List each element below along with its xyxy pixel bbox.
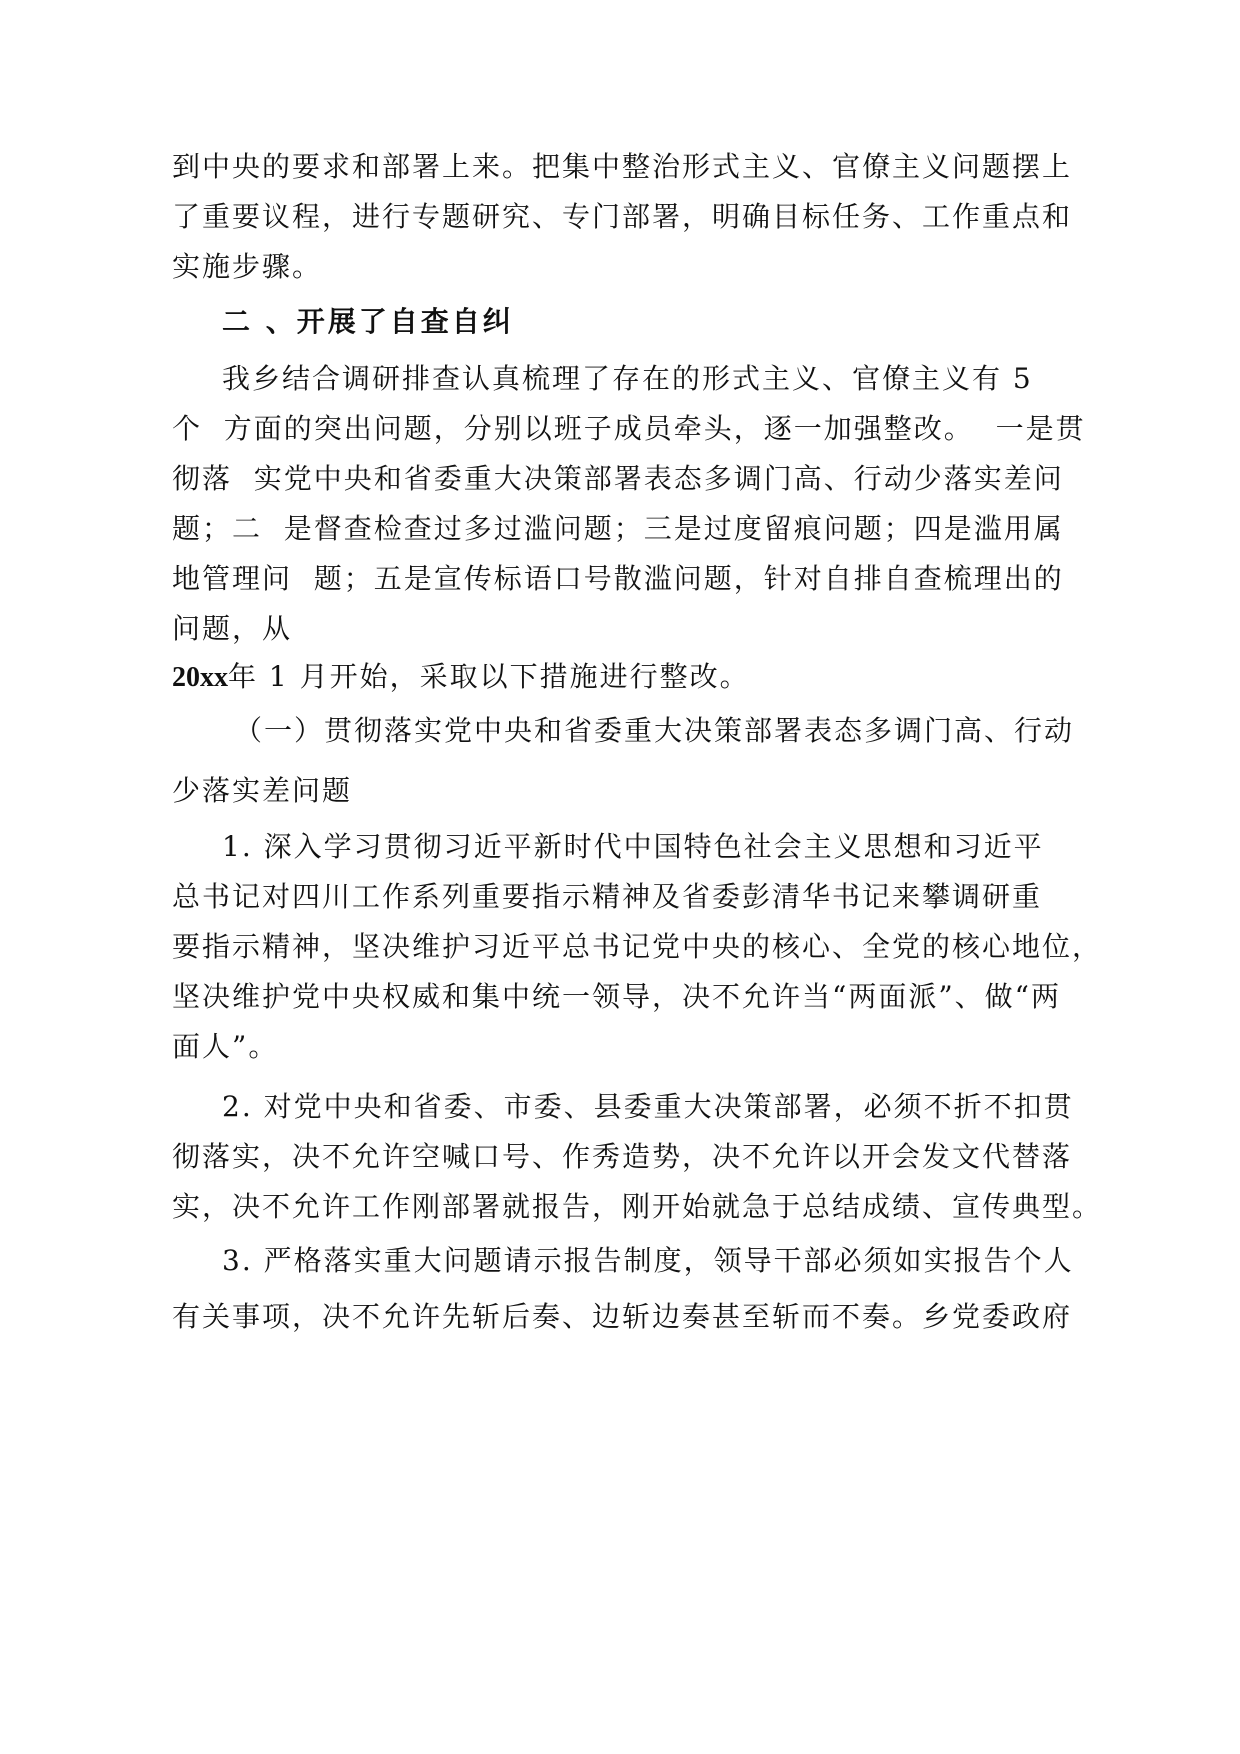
list-item: 3. 严格落实重大问题请示报告制度，领导干部必须如实报告个人 (222, 1244, 1074, 1277)
list-item: 要指示精神，坚决维护习近平总书记党中央的核心、全党的核心地位， (172, 930, 1103, 963)
paragraph-line: 了重要议程，进行专题研究、专门部署，明确目标任务、工作重点和 (172, 200, 1073, 233)
subsection-heading: （一）贯彻落实党中央和省委重大决策部署表态多调门高、行动 (234, 714, 1075, 747)
list-item: 总书记对四川工作系列重要指示精神及省委彭清华书记来攀调研重 (172, 880, 1043, 913)
paragraph-line: 实施步骤。 (172, 250, 323, 283)
paragraph-line: 地管理问 题；五是宣传标语口号散滥问题，针对自排自查梳理出的 (172, 562, 1064, 595)
list-item: 实，决不允许工作刚部署就报告，刚开始就急于总结成绩、宣传典型。 (172, 1190, 1103, 1223)
paragraph-line: 我乡结合调研排查认真梳理了存在的形式主义、官僚主义有 5 (222, 362, 1033, 395)
list-item: 坚决维护党中央权威和集中统一领导，决不允许当“两面派”、做“两 (172, 980, 1061, 1013)
paragraph-line (172, 660, 750, 695)
paragraph-line-text: 年 1 月开始，采取以下措施进行整改。 (228, 660, 750, 693)
year-text: 20xx (172, 662, 228, 693)
list-item: 有关事项，决不允许先斩后奏、边斩边奏甚至斩而不奏。乡党委政府 (172, 1300, 1073, 1333)
subsection-heading: 少落实差问题 (172, 774, 353, 807)
paragraph-line: 个 方面的突出问题，分别以班子成员牵头，逐一加强整改。 一是贯 (172, 412, 1086, 445)
paragraph-line: 彻落 实党中央和省委重大决策部署表态多调门高、行动少落实差问 (172, 462, 1064, 495)
section-heading: 二 、开展了自查自纠 (222, 305, 514, 338)
paragraph-line: 问题，从 (172, 612, 293, 645)
paragraph-line: 题；二 是督查检查过多过滥问题；三是过度留痕问题；四是滥用属 (172, 512, 1064, 545)
list-item: 1. 深入学习贯彻习近平新时代中国特色社会主义思想和习近平 (222, 830, 1044, 863)
list-item: 面人”。 (172, 1030, 279, 1063)
list-item: 彻落实，决不允许空喊口号、作秀造势，决不允许以开会发文代替落 (172, 1140, 1073, 1173)
paragraph-line: 到中央的要求和部署上来。把集中整治形式主义、官僚主义问题摆上 (172, 150, 1073, 183)
list-item: 2. 对党中央和省委、市委、县委重大决策部署，必须不折不扣贯 (222, 1090, 1074, 1123)
